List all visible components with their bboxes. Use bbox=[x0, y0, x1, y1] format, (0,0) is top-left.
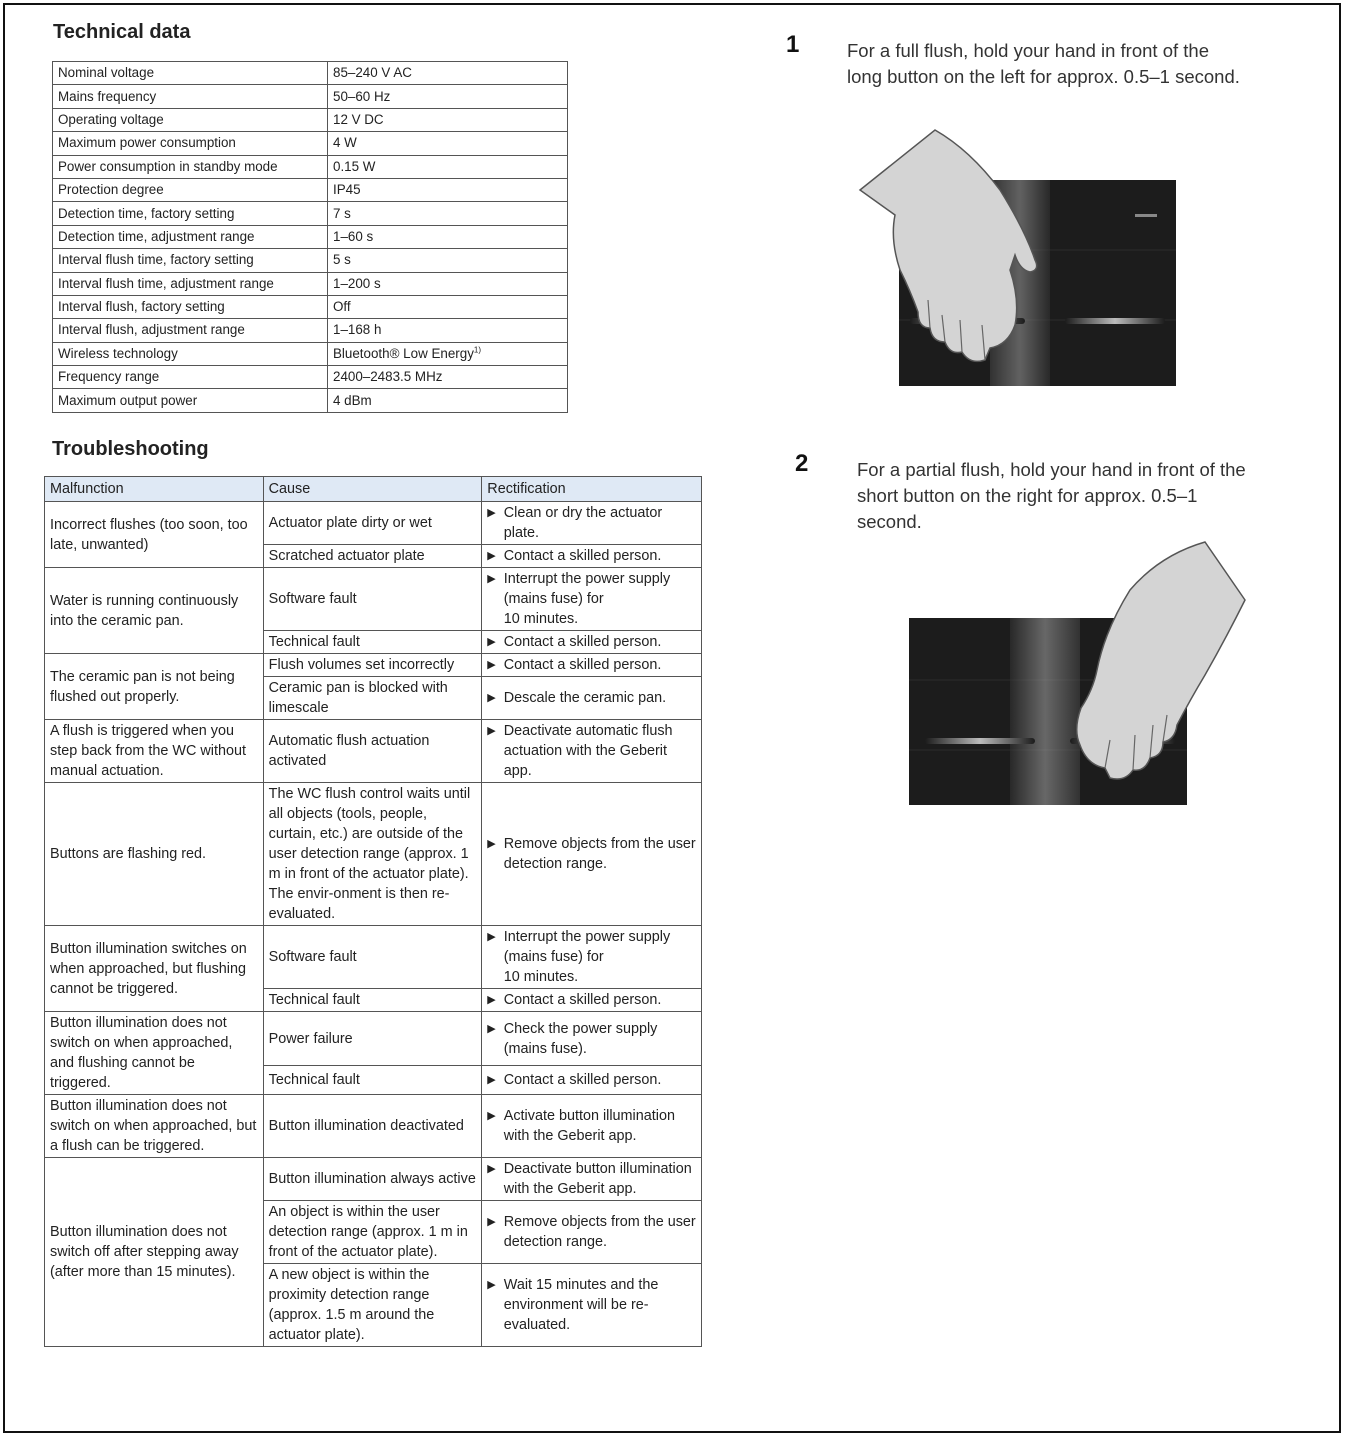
spec-value-text: 85–240 V AC bbox=[333, 65, 412, 81]
rectification-cell bbox=[482, 720, 702, 783]
hand-icon bbox=[1077, 542, 1245, 779]
table-row bbox=[45, 1158, 702, 1201]
spec-value-text: Off bbox=[333, 299, 351, 315]
spec-value bbox=[328, 272, 568, 295]
hand-icon bbox=[860, 130, 1037, 361]
spec-value-text: 1–168 h bbox=[333, 322, 382, 338]
rectification-text: Activate button illumination with the Geberit app. bbox=[503, 1108, 675, 1144]
rectification-cell bbox=[482, 568, 702, 631]
spec-label: Frequency range bbox=[53, 366, 328, 389]
header-cause: Cause bbox=[263, 477, 482, 502]
full-flush-illustration bbox=[850, 120, 1185, 390]
table-header-row bbox=[45, 477, 702, 502]
cause-cell: Technical fault bbox=[263, 631, 482, 654]
rectification-text: Deactivate button illumination with the Geberit app. bbox=[503, 1161, 692, 1197]
spec-label: Nominal voltage bbox=[53, 62, 328, 85]
cause-cell: Power failure bbox=[263, 1012, 482, 1066]
spec-value-text: 1–60 s bbox=[333, 228, 374, 244]
spec-value-text: Bluetooth® Low Energy bbox=[333, 345, 474, 361]
step-2-number: 2 bbox=[795, 450, 809, 477]
table-row bbox=[53, 272, 568, 295]
triangle-right-icon: ▶ bbox=[487, 507, 496, 519]
troubleshooting-heading: Troubleshooting bbox=[52, 438, 209, 460]
malfunction-cell: Button illumination does not switch on when approached, but a flush can be triggered. bbox=[45, 1095, 264, 1158]
technical-data-heading: Technical data bbox=[53, 21, 191, 43]
cause-cell: A new object is within the proximity detection range (approx. 1.5 m around the actuator plate). bbox=[263, 1264, 482, 1347]
spec-value-text: 4 dBm bbox=[333, 392, 372, 408]
spec-label: Interval flush time, adjustment range bbox=[53, 272, 328, 295]
spec-value bbox=[328, 249, 568, 272]
table-row bbox=[45, 654, 702, 677]
rectification-text: Contact a skilled person. bbox=[503, 657, 662, 673]
rectification-cell bbox=[482, 1066, 702, 1095]
spec-value bbox=[328, 108, 568, 131]
table-row bbox=[53, 108, 568, 131]
rectification-cell bbox=[482, 989, 702, 1012]
triangle-right-icon: ▶ bbox=[487, 838, 496, 850]
footnote-marker: 1) bbox=[473, 345, 482, 355]
spec-value-text: 7 s bbox=[333, 205, 351, 221]
spec-value-text: 2400–2483.5 MHz bbox=[333, 369, 443, 385]
cause-cell: An object is within the user detection range (approx. 1 m in front of the actuator plate). bbox=[263, 1201, 482, 1264]
rectification-cell bbox=[482, 1095, 702, 1158]
triangle-right-icon: ▶ bbox=[487, 1163, 496, 1175]
spec-value-text: IP45 bbox=[333, 182, 361, 198]
rectification-text: Interrupt the power supply (mains fuse) for 10 minutes. bbox=[503, 929, 671, 985]
cause-cell: Technical fault bbox=[263, 1066, 482, 1095]
table-row bbox=[53, 62, 568, 85]
spec-label: Interval flush, adjustment range bbox=[53, 319, 328, 342]
malfunction-cell: Water is running continuously into the ceramic pan. bbox=[45, 568, 264, 654]
technical-data-table bbox=[52, 61, 568, 413]
spec-value-text: 1–200 s bbox=[333, 275, 381, 291]
cause-cell: Button illumination deactivated bbox=[263, 1095, 482, 1158]
triangle-right-icon: ▶ bbox=[487, 692, 496, 704]
triangle-right-icon: ▶ bbox=[487, 931, 496, 943]
spec-value-text: 50–60 Hz bbox=[333, 88, 391, 104]
table-row bbox=[53, 85, 568, 108]
cause-cell: Scratched actuator plate bbox=[263, 545, 482, 568]
table-row bbox=[53, 225, 568, 248]
triangle-right-icon: ▶ bbox=[487, 994, 496, 1006]
spec-label: Maximum power consumption bbox=[53, 132, 328, 155]
rectification-text: Contact a skilled person. bbox=[503, 1072, 662, 1089]
rectification-text: Interrupt the power supply (mains fuse) for 10 minutes. bbox=[503, 571, 671, 627]
rectification-text: Clean or dry the actuator plate. bbox=[503, 505, 663, 541]
malfunction-cell: A flush is triggered when you step back from the WC without manual actuation. bbox=[45, 720, 264, 783]
rectification-cell bbox=[482, 654, 702, 677]
table-row bbox=[53, 155, 568, 178]
table-row bbox=[45, 502, 702, 545]
rectification-text: Deactivate automatic flush actuation with the Geberit app. bbox=[503, 723, 673, 779]
triangle-right-icon: ▶ bbox=[487, 1279, 496, 1291]
triangle-right-icon: ▶ bbox=[487, 550, 496, 562]
triangle-right-icon: ▶ bbox=[487, 573, 496, 585]
spec-value bbox=[328, 225, 568, 248]
partial-flush-illustration bbox=[905, 540, 1250, 810]
spec-label: Maximum output power bbox=[53, 389, 328, 412]
malfunction-cell: Buttons are flashing red. bbox=[45, 783, 264, 926]
cause-cell: Software fault bbox=[263, 568, 482, 631]
spec-label: Detection time, adjustment range bbox=[53, 225, 328, 248]
rectification-cell bbox=[482, 1158, 702, 1201]
step-1-text: For a full flush, hold your hand in front of the long button on the left for approx. 0.5–1 second. bbox=[847, 40, 1240, 87]
spec-value bbox=[328, 85, 568, 108]
rectification-cell bbox=[482, 677, 702, 720]
cause-cell: Actuator plate dirty or wet bbox=[263, 502, 482, 545]
spec-value bbox=[328, 62, 568, 85]
table-row bbox=[53, 342, 568, 365]
triangle-right-icon: ▶ bbox=[487, 1216, 496, 1228]
spec-value bbox=[328, 155, 568, 178]
rectification-text: Contact a skilled person. bbox=[503, 992, 662, 1008]
spec-value bbox=[328, 389, 568, 412]
rectification-cell bbox=[482, 1012, 702, 1066]
triangle-right-icon: ▶ bbox=[487, 1022, 496, 1035]
cause-cell: Technical fault bbox=[263, 989, 482, 1012]
table-row bbox=[45, 568, 702, 631]
triangle-right-icon: ▶ bbox=[487, 636, 496, 648]
spec-label: Wireless technology bbox=[53, 342, 328, 365]
spec-label: Protection degree bbox=[53, 178, 328, 201]
rectification-cell bbox=[482, 631, 702, 654]
rectification-text: Check the power supply (mains fuse). bbox=[503, 1020, 658, 1057]
triangle-right-icon: ▶ bbox=[487, 1074, 496, 1087]
rectification-cell bbox=[482, 783, 702, 926]
troubleshooting-table bbox=[44, 476, 702, 1347]
rectification-text: Descale the ceramic pan. bbox=[503, 690, 667, 706]
spec-label: Power consumption in standby mode bbox=[53, 155, 328, 178]
table-row bbox=[45, 926, 702, 989]
header-malfunction: Malfunction bbox=[45, 477, 264, 502]
spec-value-text: 4 W bbox=[333, 135, 357, 151]
rectification-cell bbox=[482, 1201, 702, 1264]
malfunction-cell: The ceramic pan is not being flushed out properly. bbox=[45, 654, 264, 720]
spec-label: Mains frequency bbox=[53, 85, 328, 108]
cause-cell: Software fault bbox=[263, 926, 482, 989]
rectification-cell bbox=[482, 1264, 702, 1347]
cause-cell: Flush volumes set incorrectly bbox=[263, 654, 482, 677]
spec-value bbox=[328, 295, 568, 318]
step-1-number: 1 bbox=[786, 31, 800, 58]
spec-label: Interval flush time, factory setting bbox=[53, 249, 328, 272]
spec-value-text: 5 s bbox=[333, 252, 351, 268]
cause-cell: Button illumination always active bbox=[263, 1158, 482, 1201]
table-row bbox=[45, 1012, 702, 1066]
triangle-right-icon: ▶ bbox=[487, 659, 496, 671]
table-row bbox=[53, 249, 568, 272]
cause-cell: Automatic flush actuation activated bbox=[263, 720, 482, 783]
rectification-cell bbox=[482, 502, 702, 545]
malfunction-cell: Incorrect flushes (too soon, too late, unwanted) bbox=[45, 502, 264, 568]
spec-label: Detection time, factory setting bbox=[53, 202, 328, 225]
rectification-text: Remove objects from the user detection range. bbox=[503, 1214, 696, 1250]
malfunction-cell: Button illumination does not switch on when approached, and flushing cannot be triggered. bbox=[45, 1012, 264, 1095]
table-row bbox=[53, 295, 568, 318]
rectification-text: Remove objects from the user detection range. bbox=[503, 836, 696, 872]
rectification-text: Wait 15 minutes and the environment will be re-evaluated. bbox=[503, 1277, 659, 1333]
table-row bbox=[45, 783, 702, 926]
table-row bbox=[53, 178, 568, 201]
spec-value bbox=[328, 342, 568, 365]
table-row bbox=[53, 366, 568, 389]
spec-label: Interval flush, factory setting bbox=[53, 295, 328, 318]
spec-value bbox=[328, 132, 568, 155]
cause-cell: The WC flush control waits until all objects (tools, people, curtain, etc.) are outside of the user detection range (approx. 1 m in front of the actuator plate). The envir-onment is then re-evaluated. bbox=[263, 783, 482, 926]
spec-value bbox=[328, 202, 568, 225]
step-2-text: For a partial flush, hold your hand in front of the short button on the right for approx. 0.5–1 second. bbox=[857, 459, 1246, 532]
header-rectification: Rectification bbox=[482, 477, 702, 502]
rectification-cell bbox=[482, 926, 702, 989]
table-row bbox=[53, 132, 568, 155]
rectification-text: Contact a skilled person. bbox=[503, 634, 662, 650]
spec-value bbox=[328, 178, 568, 201]
malfunction-cell: Button illumination switches on when approached, but flushing cannot be triggered. bbox=[45, 926, 264, 1012]
spec-value bbox=[328, 366, 568, 389]
table-row bbox=[53, 202, 568, 225]
spec-value bbox=[328, 319, 568, 342]
table-row bbox=[53, 389, 568, 412]
brand-logo bbox=[1135, 214, 1157, 217]
spec-value-text: 12 V DC bbox=[333, 111, 384, 127]
spec-value-text: 0.15 W bbox=[333, 158, 376, 174]
rectification-text: Contact a skilled person. bbox=[503, 548, 662, 564]
rectification-cell bbox=[482, 545, 702, 568]
table-row bbox=[45, 720, 702, 783]
spec-label: Operating voltage bbox=[53, 108, 328, 131]
triangle-right-icon: ▶ bbox=[487, 725, 496, 737]
table-row bbox=[45, 1095, 702, 1158]
cause-cell: Ceramic pan is blocked with limescale bbox=[263, 677, 482, 720]
triangle-right-icon: ▶ bbox=[487, 1110, 496, 1122]
table-row bbox=[53, 319, 568, 342]
malfunction-cell: Button illumination does not switch off after stepping away (after more than 15 minutes). bbox=[45, 1158, 264, 1347]
